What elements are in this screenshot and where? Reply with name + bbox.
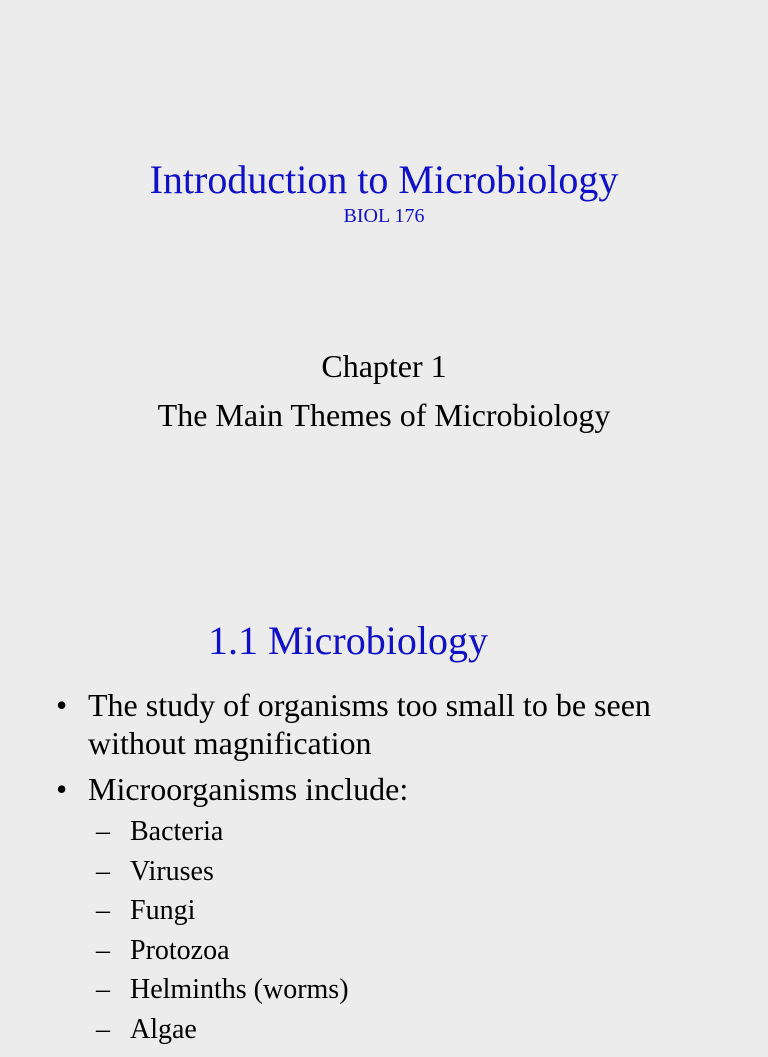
sub-item-text: Bacteria — [130, 816, 224, 847]
sub-item-text: Protozoa — [130, 934, 230, 966]
bullet-list — [56, 686, 736, 1057]
dash-marker: – — [96, 1013, 110, 1045]
sub-item-text: Helminths (worms) — [130, 974, 349, 1005]
dash-marker: – — [96, 855, 110, 887]
slide-2-title: 1.1 Microbiology — [208, 618, 488, 663]
sub-item — [96, 812, 736, 852]
slide-1-chapter: Chapter 1 — [321, 348, 447, 384]
slide-1-subtitle: BIOL 176 — [343, 205, 425, 227]
dash-marker: – — [96, 895, 110, 926]
slide-1-title: Introduction to Microbiology — [149, 157, 619, 202]
bullet-item — [56, 686, 736, 762]
sub-item — [96, 931, 736, 971]
dash-marker: – — [96, 816, 110, 847]
sub-item-text: Algae — [130, 1013, 197, 1045]
bullet-text: The study of organisms too small to be seen without magnification — [88, 687, 651, 761]
dash-marker: – — [96, 934, 110, 966]
sub-item-text: Fungi — [130, 895, 196, 926]
sub-item — [96, 891, 736, 931]
sub-item — [96, 852, 736, 892]
bullet-text: Microorganisms include: — [88, 771, 409, 807]
bullet-marker: • — [56, 687, 68, 723]
sub-item-text: Viruses — [130, 855, 214, 887]
sub-item — [96, 1010, 736, 1050]
slide-1-theme: The Main Themes of Microbiology — [157, 397, 611, 433]
dash-marker: – — [96, 974, 110, 1005]
sub-list — [88, 812, 736, 1049]
bullet-item — [56, 770, 736, 1049]
bullet-marker: • — [56, 771, 68, 807]
sub-item — [96, 970, 736, 1010]
